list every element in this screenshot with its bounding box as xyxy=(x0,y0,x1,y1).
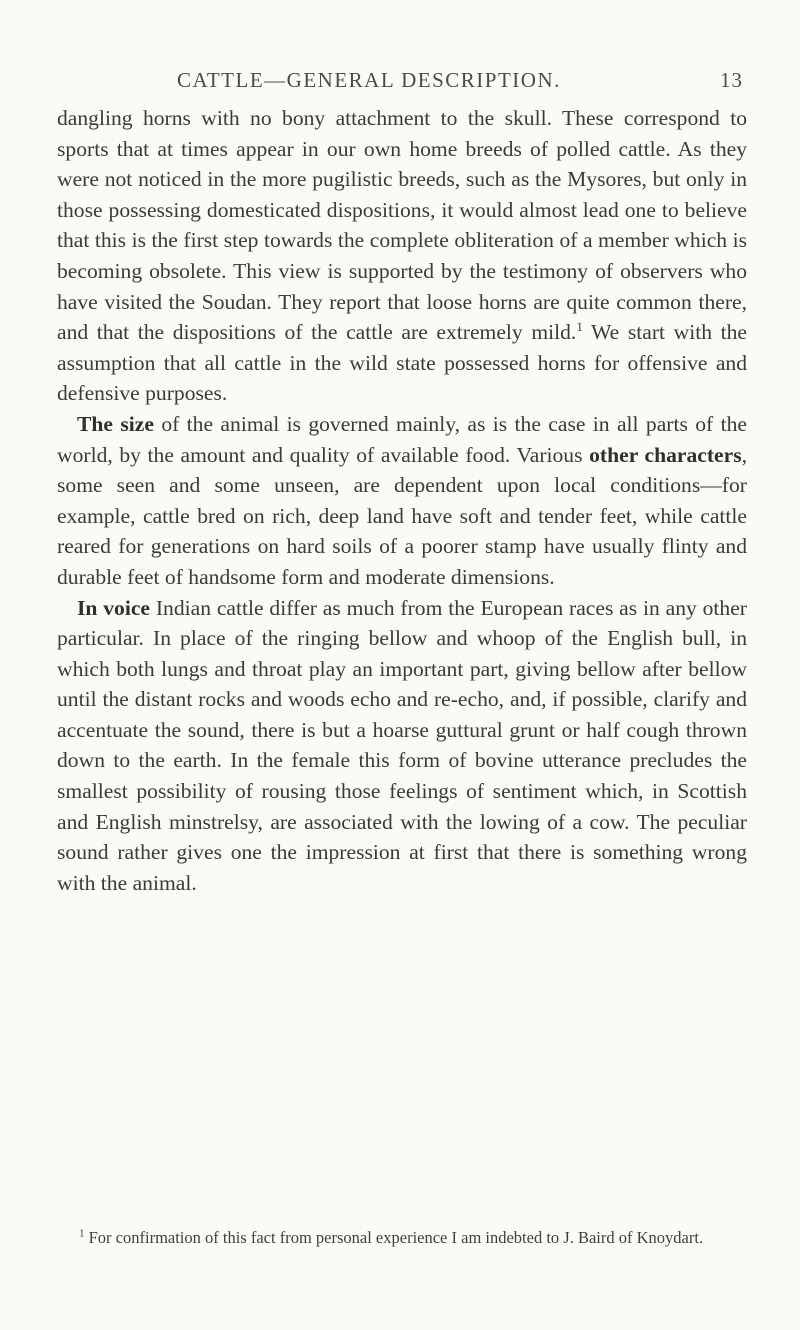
paragraph-horns xyxy=(57,103,747,409)
paragraph-text: dangling horns with no bony attachment to the skull. These correspond to sports that at times appear in our own home breeds of polled cattle. As they were not noticed in the more pugilistic breeds, such as the Mysores, but only in those possessing domesticated dispositions, it would almost lead one to believe that this is the first step towards the complete obliteration of a member which is becoming obsolete. This view is supported by the testimony of observers who have visited the Soudan. They report that loose horns are quite common there, and that the dispositions of the cattle are extremely mild. xyxy=(57,106,747,345)
footnote-reference: 1 xyxy=(576,318,583,334)
paragraph-text: We start with the assumption that all cattle in the wild state possessed horns for offensive and defensive purposes. xyxy=(57,320,747,406)
footnote-marker: 1 xyxy=(79,1227,85,1240)
paragraph-text: Indian cattle differ as much from the European races as in any other particular. In place of the ringing bellow and whoop of the English bull, in which both lungs and throat play an important part, giving bellow after bellow until the distant rocks and woods echo and re-echo, and, if possible, clarify and accentuate the sound, there is but a hoarse guttural grunt or half cough thrown down to the earth. In the female this form of bovine utterance precludes the smallest possibility of rousing those feelings of sentiment which, in Scottish and English minstrelsy, are associated with the lowing of a cow. The peculiar sound rather gives one the impression at first that there is something wrong with the animal. xyxy=(57,595,747,895)
paragraph-voice xyxy=(57,593,747,899)
footnote-text: For confirmation of this fact from personal experience I am indebted to J. Baird of Knoydart. xyxy=(84,1228,704,1247)
running-head xyxy=(57,0,747,100)
page-number: 13 xyxy=(720,68,743,92)
paragraph-lead: In voice xyxy=(77,595,151,620)
body-text xyxy=(57,103,747,898)
paragraph-text: , some seen and some unseen, are dependent upon local conditions—for example, cattle bred on rich, deep land have soft and tender feet, while cattle reared for generations on hard soils of a poorer stamp have usually flinty and durable feet of handsome form and moderate dimensions. xyxy=(57,442,748,589)
running-title: CATTLE—GENERAL DESCRIPTION. xyxy=(177,68,561,92)
paragraph-emphasis: other characters xyxy=(589,442,742,467)
book-page xyxy=(57,0,748,1247)
paragraph-text: of the animal is governed mainly, as is the case in all parts of the world, by the amount and quality of available food. Various xyxy=(57,411,748,467)
paragraph-size xyxy=(57,409,747,593)
footnote xyxy=(57,1227,747,1249)
paragraph-lead: The size xyxy=(77,411,154,436)
